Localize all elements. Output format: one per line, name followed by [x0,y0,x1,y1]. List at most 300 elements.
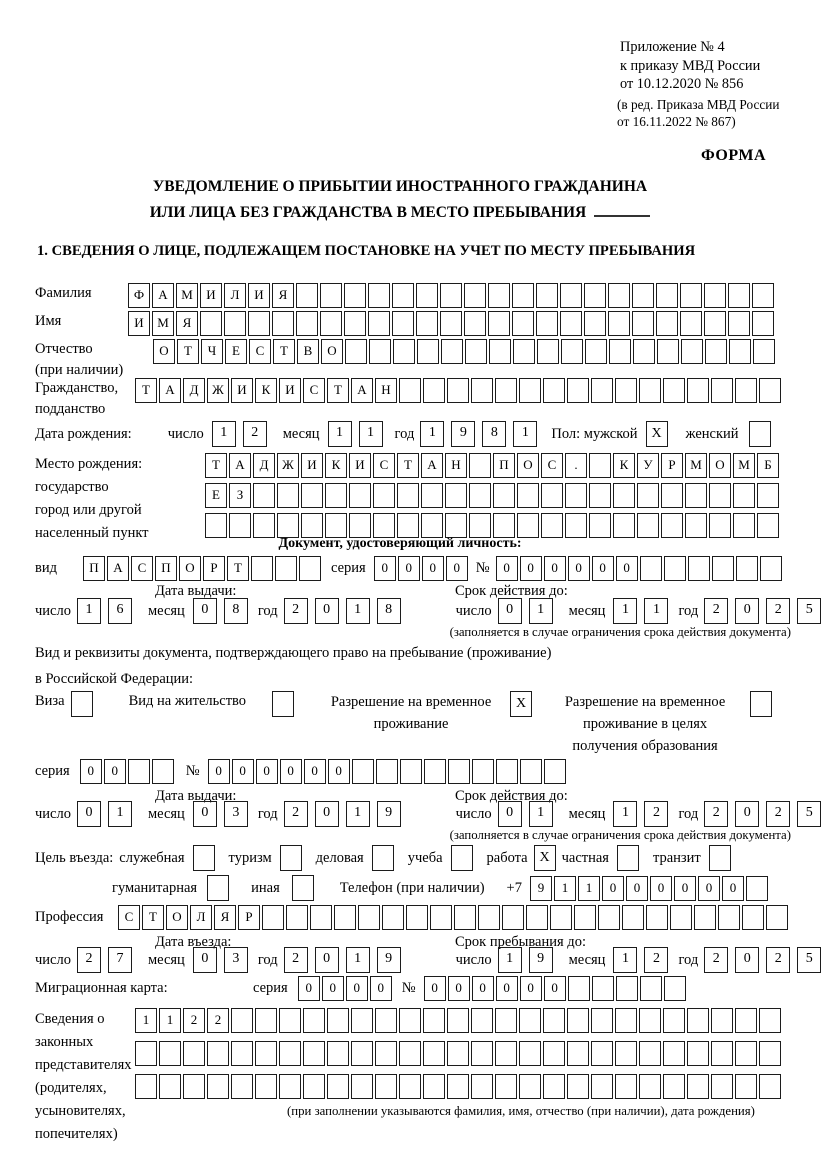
char-cell[interactable]: 0 [193,598,217,624]
char-cell[interactable] [159,1074,181,1099]
char-cell[interactable]: 1 [613,598,637,624]
char-cell[interactable] [704,283,726,308]
char-cell[interactable]: 2 [644,947,668,973]
char-cell[interactable] [251,556,273,581]
guardians-input-line3[interactable] [135,1074,781,1099]
char-cell[interactable]: И [279,378,301,403]
char-cell[interactable] [277,483,299,508]
char-cell[interactable] [296,283,318,308]
char-cell[interactable]: Н [445,453,467,478]
char-cell[interactable]: Т [177,339,199,364]
char-cell[interactable] [615,1008,637,1033]
entry-year-input[interactable] [284,947,401,973]
char-cell[interactable]: 0 [104,759,126,784]
doc-valid-year-input[interactable] [704,598,821,624]
char-cell[interactable]: Д [253,453,275,478]
char-cell[interactable] [423,1008,445,1033]
char-cell[interactable] [543,1008,565,1033]
char-cell[interactable] [495,378,517,403]
char-cell[interactable] [465,339,487,364]
char-cell[interactable]: 0 [496,976,518,1001]
char-cell[interactable]: Т [397,453,419,478]
char-cell[interactable]: 0 [592,556,614,581]
char-cell[interactable] [517,513,539,538]
char-cell[interactable]: Д [183,378,205,403]
char-cell[interactable] [615,1041,637,1066]
birth-place-input-line2[interactable] [205,483,779,508]
char-cell[interactable]: Е [225,339,247,364]
char-cell[interactable]: 0 [722,876,744,901]
char-cell[interactable]: Ж [207,378,229,403]
char-cell[interactable] [392,311,414,336]
char-cell[interactable] [591,1074,613,1099]
char-cell[interactable] [224,311,246,336]
char-cell[interactable] [759,378,781,403]
char-cell[interactable]: . [565,453,587,478]
char-cell[interactable]: 9 [377,801,401,827]
char-cell[interactable] [661,513,683,538]
char-cell[interactable]: А [159,378,181,403]
char-cell[interactable] [279,1041,301,1066]
char-cell[interactable]: 1 [159,1008,181,1033]
char-cell[interactable] [327,1008,349,1033]
char-cell[interactable] [349,513,371,538]
char-cell[interactable] [231,1008,253,1033]
char-cell[interactable] [705,339,727,364]
char-cell[interactable] [733,513,755,538]
birth-year-input[interactable] [420,421,537,447]
char-cell[interactable]: У [637,453,659,478]
char-cell[interactable] [746,876,768,901]
char-cell[interactable] [424,759,446,784]
char-cell[interactable] [712,556,734,581]
char-cell[interactable] [637,483,659,508]
char-cell[interactable] [589,453,611,478]
char-cell[interactable]: М [733,453,755,478]
visa-checkbox[interactable] [71,691,93,717]
char-cell[interactable]: О [517,453,539,478]
char-cell[interactable]: Л [190,905,212,930]
char-cell[interactable] [663,1008,685,1033]
char-cell[interactable]: Я [214,905,236,930]
char-cell[interactable] [327,1074,349,1099]
char-cell[interactable] [519,1008,541,1033]
doc-kind-input[interactable] [83,556,321,581]
char-cell[interactable]: 0 [568,556,590,581]
char-cell[interactable] [430,905,452,930]
char-cell[interactable]: 8 [482,421,506,447]
char-cell[interactable] [399,1041,421,1066]
birth-place-input-line3[interactable] [205,513,779,538]
char-cell[interactable] [663,1074,685,1099]
char-cell[interactable] [152,759,174,784]
char-cell[interactable] [567,1008,589,1033]
char-cell[interactable] [598,905,620,930]
char-cell[interactable]: Т [227,556,249,581]
char-cell[interactable]: 2 [766,801,790,827]
char-cell[interactable] [471,1074,493,1099]
purpose-business-checkbox[interactable] [372,845,394,871]
char-cell[interactable] [609,339,631,364]
char-cell[interactable]: 0 [232,759,254,784]
char-cell[interactable]: 0 [626,876,648,901]
char-cell[interactable] [640,976,662,1001]
char-cell[interactable] [584,311,606,336]
char-cell[interactable] [567,378,589,403]
char-cell[interactable]: И [301,453,323,478]
guardians-input-line1[interactable] [135,1008,781,1033]
char-cell[interactable]: 2 [704,801,728,827]
char-cell[interactable] [447,1074,469,1099]
char-cell[interactable] [376,759,398,784]
char-cell[interactable]: 6 [108,598,132,624]
char-cell[interactable] [440,283,462,308]
char-cell[interactable] [272,311,294,336]
char-cell[interactable] [496,759,518,784]
char-cell[interactable] [488,283,510,308]
char-cell[interactable] [128,759,150,784]
char-cell[interactable] [589,513,611,538]
char-cell[interactable]: К [255,378,277,403]
char-cell[interactable] [231,1074,253,1099]
char-cell[interactable] [454,905,476,930]
char-cell[interactable] [632,311,654,336]
res-issue-year-input[interactable] [284,801,401,827]
char-cell[interactable]: 2 [207,1008,229,1033]
char-cell[interactable] [286,905,308,930]
char-cell[interactable] [495,1008,517,1033]
char-cell[interactable] [351,1041,373,1066]
char-cell[interactable] [344,311,366,336]
char-cell[interactable]: К [613,453,635,478]
char-cell[interactable]: 5 [797,598,821,624]
char-cell[interactable] [709,513,731,538]
char-cell[interactable]: Ч [201,339,223,364]
char-cell[interactable]: 1 [328,421,352,447]
char-cell[interactable] [421,513,443,538]
char-cell[interactable] [766,905,788,930]
char-cell[interactable]: 1 [613,801,637,827]
char-cell[interactable] [663,378,685,403]
char-cell[interactable] [544,759,566,784]
char-cell[interactable] [608,283,630,308]
char-cell[interactable]: А [107,556,129,581]
char-cell[interactable] [183,1041,205,1066]
char-cell[interactable] [656,311,678,336]
char-cell[interactable] [759,1041,781,1066]
char-cell[interactable] [735,1008,757,1033]
char-cell[interactable]: 1 [108,801,132,827]
char-cell[interactable] [248,311,270,336]
char-cell[interactable]: 0 [328,759,350,784]
char-cell[interactable] [255,1041,277,1066]
char-cell[interactable] [687,378,709,403]
char-cell[interactable]: 0 [674,876,696,901]
res-valid-day-input[interactable] [498,801,553,827]
char-cell[interactable] [560,283,582,308]
char-cell[interactable] [440,311,462,336]
char-cell[interactable] [541,513,563,538]
char-cell[interactable]: 2 [644,801,668,827]
char-cell[interactable] [200,311,222,336]
char-cell[interactable] [352,759,374,784]
char-cell[interactable] [478,905,500,930]
char-cell[interactable] [255,1008,277,1033]
char-cell[interactable]: 9 [530,876,552,901]
char-cell[interactable] [421,483,443,508]
char-cell[interactable] [656,283,678,308]
char-cell[interactable]: С [303,378,325,403]
char-cell[interactable]: 1 [346,801,370,827]
char-cell[interactable]: С [249,339,271,364]
char-cell[interactable]: 0 [315,598,339,624]
char-cell[interactable]: 0 [398,556,420,581]
char-cell[interactable]: М [152,311,174,336]
char-cell[interactable] [711,1041,733,1066]
char-cell[interactable] [735,1041,757,1066]
char-cell[interactable] [310,905,332,930]
char-cell[interactable]: 7 [108,947,132,973]
char-cell[interactable] [520,759,542,784]
char-cell[interactable]: П [83,556,105,581]
char-cell[interactable]: 0 [735,598,759,624]
char-cell[interactable]: П [493,453,515,478]
char-cell[interactable]: 0 [650,876,672,901]
char-cell[interactable] [541,483,563,508]
char-cell[interactable] [550,905,572,930]
char-cell[interactable]: 2 [704,947,728,973]
doc-valid-month-input[interactable] [613,598,668,624]
char-cell[interactable] [736,556,758,581]
char-cell[interactable] [657,339,679,364]
char-cell[interactable]: 1 [135,1008,157,1033]
char-cell[interactable] [135,1041,157,1066]
purpose-transit-checkbox[interactable] [709,845,731,871]
char-cell[interactable] [685,483,707,508]
char-cell[interactable]: 2 [284,598,308,624]
char-cell[interactable]: 1 [644,598,668,624]
char-cell[interactable]: 1 [359,421,383,447]
char-cell[interactable] [688,556,710,581]
char-cell[interactable] [536,311,558,336]
char-cell[interactable]: 8 [377,598,401,624]
char-cell[interactable] [399,1074,421,1099]
temp-residence-edu-checkbox[interactable] [750,691,772,717]
char-cell[interactable]: 0 [77,801,101,827]
char-cell[interactable] [301,483,323,508]
char-cell[interactable] [568,976,590,1001]
char-cell[interactable]: 0 [315,947,339,973]
char-cell[interactable] [472,759,494,784]
char-cell[interactable] [519,378,541,403]
char-cell[interactable] [567,1074,589,1099]
char-cell[interactable]: 2 [284,947,308,973]
char-cell[interactable] [375,1074,397,1099]
char-cell[interactable] [255,1074,277,1099]
sex-female-checkbox[interactable] [749,421,771,447]
char-cell[interactable] [493,513,515,538]
char-cell[interactable] [680,311,702,336]
char-cell[interactable] [495,1041,517,1066]
char-cell[interactable]: С [118,905,140,930]
char-cell[interactable] [585,339,607,364]
char-cell[interactable] [448,759,470,784]
char-cell[interactable] [375,1041,397,1066]
char-cell[interactable]: 1 [498,947,522,973]
char-cell[interactable]: 3 [224,947,248,973]
char-cell[interactable]: 0 [346,976,368,1001]
char-cell[interactable] [526,905,548,930]
char-cell[interactable]: 0 [448,976,470,1001]
char-cell[interactable] [464,311,486,336]
temp-residence-checkbox[interactable]: X [510,691,532,717]
char-cell[interactable] [639,1008,661,1033]
char-cell[interactable]: П [155,556,177,581]
char-cell[interactable]: Т [205,453,227,478]
char-cell[interactable]: 0 [193,801,217,827]
residence-permit-checkbox[interactable] [272,691,294,717]
char-cell[interactable] [632,283,654,308]
char-cell[interactable] [373,483,395,508]
char-cell[interactable] [728,283,750,308]
char-cell[interactable] [299,556,321,581]
char-cell[interactable] [633,339,655,364]
char-cell[interactable]: 0 [298,976,320,1001]
char-cell[interactable] [519,1074,541,1099]
char-cell[interactable] [561,339,583,364]
char-cell[interactable] [416,311,438,336]
char-cell[interactable] [488,311,510,336]
char-cell[interactable] [135,1074,157,1099]
purpose-study-checkbox[interactable] [451,845,473,871]
char-cell[interactable]: А [421,453,443,478]
char-cell[interactable]: О [179,556,201,581]
char-cell[interactable] [687,1008,709,1033]
char-cell[interactable] [687,1074,709,1099]
char-cell[interactable]: 2 [766,947,790,973]
char-cell[interactable] [753,339,775,364]
doc-valid-day-input[interactable] [498,598,553,624]
purpose-work-checkbox[interactable]: X [534,845,556,871]
char-cell[interactable]: Т [273,339,295,364]
char-cell[interactable]: 1 [77,598,101,624]
char-cell[interactable] [253,483,275,508]
char-cell[interactable]: 1 [554,876,576,901]
char-cell[interactable]: 0 [446,556,468,581]
char-cell[interactable] [441,339,463,364]
char-cell[interactable]: И [231,378,253,403]
char-cell[interactable] [406,905,428,930]
char-cell[interactable] [447,1008,469,1033]
char-cell[interactable]: 0 [80,759,102,784]
char-cell[interactable] [393,339,415,364]
char-cell[interactable] [543,378,565,403]
char-cell[interactable]: 0 [315,801,339,827]
char-cell[interactable] [159,1041,181,1066]
char-cell[interactable] [574,905,596,930]
char-cell[interactable] [253,513,275,538]
char-cell[interactable]: Л [224,283,246,308]
char-cell[interactable]: А [351,378,373,403]
char-cell[interactable] [664,556,686,581]
char-cell[interactable] [502,905,524,930]
char-cell[interactable]: З [229,483,251,508]
char-cell[interactable]: 1 [346,947,370,973]
patronymic-input[interactable] [153,339,775,364]
char-cell[interactable]: 2 [766,598,790,624]
char-cell[interactable]: О [321,339,343,364]
char-cell[interactable] [591,1008,613,1033]
char-cell[interactable] [615,378,637,403]
stay-year-input[interactable] [704,947,821,973]
char-cell[interactable] [729,339,751,364]
char-cell[interactable]: 9 [529,947,553,973]
char-cell[interactable]: 1 [346,598,370,624]
citizenship-input[interactable] [135,378,781,403]
char-cell[interactable] [369,339,391,364]
char-cell[interactable] [471,378,493,403]
char-cell[interactable]: О [709,453,731,478]
char-cell[interactable] [639,1074,661,1099]
char-cell[interactable] [229,513,251,538]
char-cell[interactable] [416,283,438,308]
mig-number-input[interactable] [424,976,686,1001]
res-valid-year-input[interactable] [704,801,821,827]
char-cell[interactable]: 0 [304,759,326,784]
char-cell[interactable] [613,483,635,508]
char-cell[interactable] [543,1074,565,1099]
mig-series-input[interactable] [298,976,392,1001]
char-cell[interactable] [728,311,750,336]
char-cell[interactable]: 1 [513,421,537,447]
char-cell[interactable] [687,1041,709,1066]
char-cell[interactable]: Т [327,378,349,403]
char-cell[interactable] [358,905,380,930]
char-cell[interactable]: 2 [183,1008,205,1033]
char-cell[interactable]: Я [176,311,198,336]
char-cell[interactable] [303,1008,325,1033]
char-cell[interactable]: Б [757,453,779,478]
char-cell[interactable] [616,976,638,1001]
stay-day-input[interactable] [498,947,553,973]
char-cell[interactable]: 5 [797,801,821,827]
char-cell[interactable]: 3 [224,801,248,827]
char-cell[interactable] [495,1074,517,1099]
char-cell[interactable] [711,378,733,403]
purpose-private-checkbox[interactable] [617,845,639,871]
given-name-input[interactable] [128,311,774,336]
char-cell[interactable]: 9 [451,421,475,447]
char-cell[interactable] [565,513,587,538]
char-cell[interactable] [397,513,419,538]
char-cell[interactable]: 0 [520,976,542,1001]
char-cell[interactable]: В [297,339,319,364]
phone-input[interactable] [530,876,768,901]
char-cell[interactable] [742,905,764,930]
entry-month-input[interactable] [193,947,248,973]
char-cell[interactable] [608,311,630,336]
char-cell[interactable] [334,905,356,930]
surname-input[interactable] [128,283,774,308]
char-cell[interactable]: И [200,283,222,308]
char-cell[interactable]: 0 [735,801,759,827]
char-cell[interactable] [560,311,582,336]
purpose-humanitarian-checkbox[interactable] [207,875,229,901]
char-cell[interactable]: 1 [212,421,236,447]
char-cell[interactable]: 0 [602,876,624,901]
char-cell[interactable] [320,311,342,336]
char-cell[interactable] [661,483,683,508]
